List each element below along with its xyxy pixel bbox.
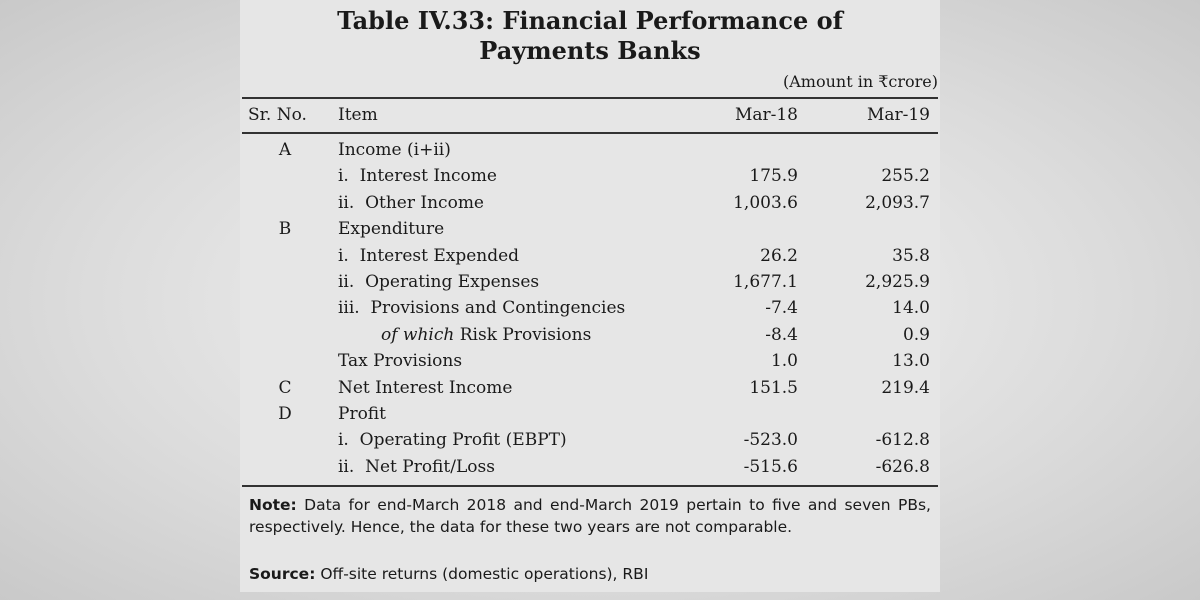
- table-row: [242, 351, 938, 377]
- header-mar-19: Mar-19: [866, 105, 930, 125]
- table-row: [242, 246, 938, 272]
- row-item: Income (i+ii): [338, 140, 451, 160]
- table-row: [242, 219, 938, 245]
- row-item: i. Interest Expended: [338, 245, 520, 266]
- row-sr-no: D: [278, 404, 292, 424]
- row-mar-19: 35.8: [892, 245, 930, 266]
- header-item: Item: [338, 105, 378, 125]
- table-row: [242, 298, 938, 324]
- row-mar-19: -626.8: [875, 456, 930, 477]
- row-mar-19: 0.9: [902, 324, 930, 345]
- table-row: [242, 430, 938, 456]
- row-sr-no: B: [278, 219, 292, 240]
- row-mar-18: 1,677.1: [733, 272, 798, 292]
- row-mar-19: 13.0: [892, 351, 930, 372]
- source-label: Source:: [249, 565, 316, 583]
- row-item: ii. Net Profit/Loss: [338, 456, 495, 477]
- row-mar-19: 2,093.7: [865, 192, 930, 213]
- header-sr-no: Sr. No.: [248, 105, 307, 125]
- row-mar-18: -8.4: [765, 324, 798, 345]
- row-mar-19: 219.4: [881, 377, 930, 398]
- row-item: Tax Provisions: [338, 351, 463, 372]
- header-mar-18: Mar-18: [734, 105, 798, 125]
- row-item: Net Interest Income: [338, 377, 513, 398]
- note-text: Data for end-March 2018 and end-March 2019 pertain to five and seven PBs, respectively. Hence, the data for these two years are not comparable.: [249, 496, 931, 536]
- note-label: Note:: [249, 496, 297, 514]
- table-source: [249, 563, 931, 585]
- table-row: [242, 166, 938, 192]
- unit-note: (Amount in ₹crore): [782, 72, 938, 91]
- row-mar-18: 175.9: [749, 166, 798, 187]
- header-row: [242, 105, 938, 131]
- row-item: Profit: [338, 404, 386, 424]
- top-rule: [242, 97, 938, 99]
- row-item-italic: of which: [381, 324, 455, 345]
- row-mar-18: 151.5: [749, 377, 798, 398]
- table-row: [242, 325, 938, 351]
- table-note: [249, 494, 931, 538]
- table-row: [242, 378, 938, 404]
- table-row: [242, 140, 938, 166]
- table-title: [240, 6, 940, 66]
- row-sr-no: A: [278, 140, 292, 160]
- table-row: [242, 272, 938, 298]
- row-mar-18: -7.4: [765, 298, 798, 319]
- row-mar-18: 26.2: [760, 245, 798, 266]
- table-row: [242, 193, 938, 219]
- row-sr-no: C: [278, 377, 292, 398]
- row-mar-19: 14.0: [892, 298, 930, 319]
- row-mar-19: 2,925.9: [865, 272, 930, 292]
- table-row: [242, 404, 938, 430]
- table-row: [242, 457, 938, 483]
- row-item-text: Risk Provisions: [454, 324, 592, 345]
- row-mar-18: -515.6: [743, 456, 798, 477]
- row-item: [381, 325, 591, 345]
- row-mar-18: 1.0: [770, 351, 798, 372]
- header-rule: [242, 132, 938, 134]
- row-item: iii. Provisions and Contingencies: [338, 298, 626, 319]
- row-item: Expenditure: [338, 219, 445, 240]
- row-mar-19: -612.8: [875, 430, 930, 451]
- row-item: i. Operating Profit (EBPT): [338, 430, 567, 451]
- row-mar-18: -523.0: [743, 430, 798, 451]
- row-item: ii. Operating Expenses: [338, 272, 540, 292]
- title-line-1: Table IV.33: Financial Performance of: [337, 6, 843, 35]
- title-line-2: Payments Banks: [479, 36, 701, 65]
- bottom-rule: [242, 485, 938, 487]
- row-item: i. Interest Income: [338, 166, 497, 187]
- row-item: ii. Other Income: [338, 192, 484, 213]
- row-mar-19: 255.2: [881, 166, 930, 187]
- source-text: Off-site returns (domestic operations), RBI: [315, 565, 649, 583]
- row-mar-18: 1,003.6: [733, 192, 798, 213]
